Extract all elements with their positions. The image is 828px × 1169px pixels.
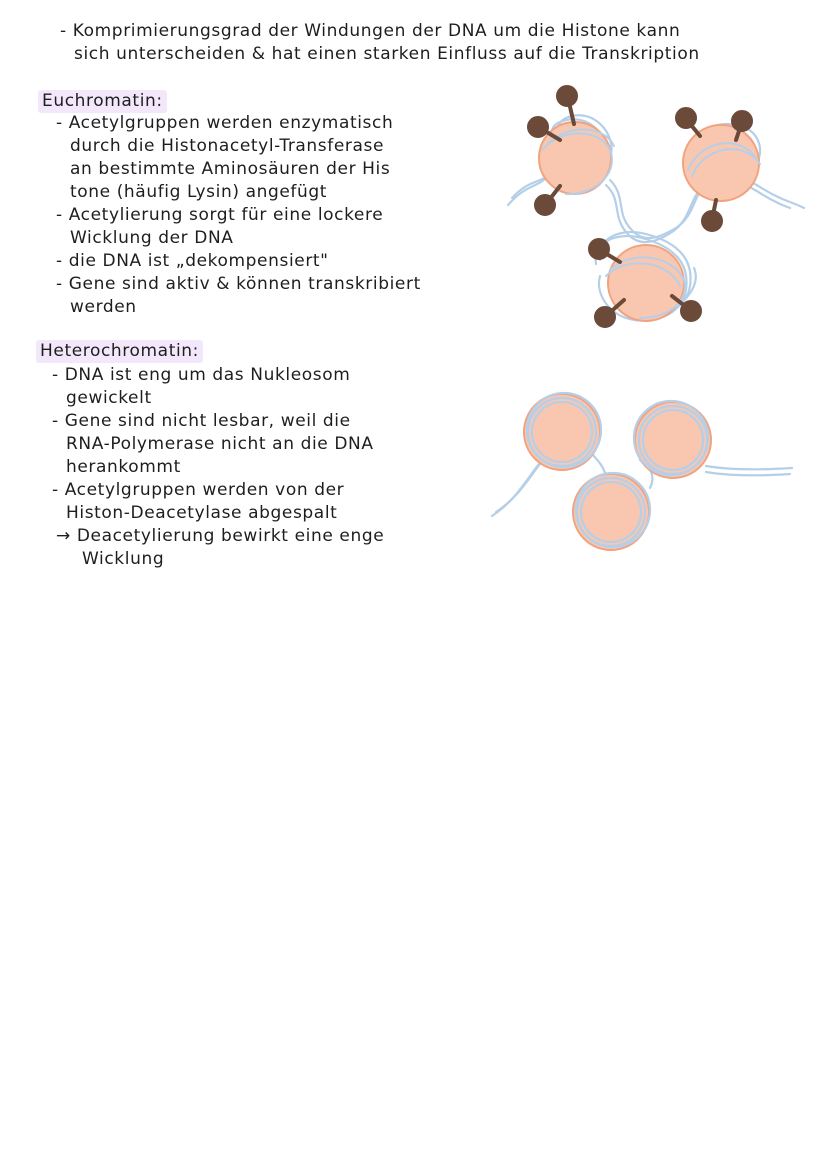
heterochromatin-line: - DNA ist eng um das Nukleosom <box>52 365 351 385</box>
heterochromatin-line: - Gene sind nicht lesbar, weil die <box>52 411 351 431</box>
dna-strand <box>706 466 792 469</box>
euchromatin-line: - die DNA ist „dekompensiert" <box>56 251 329 271</box>
euchromatin-line: an bestimmte Aminosäuren der His <box>70 159 391 179</box>
intro-line-2: sich unterscheiden & hat einen starken Einfluss auf die Transkription <box>74 44 700 64</box>
euchromatin-line: Wicklung der DNA <box>70 228 234 248</box>
intro-line-1: - Komprimierungsgrad der Windungen der DNA um die Histone kann <box>60 21 681 41</box>
euchromatin-line: werden <box>70 297 137 317</box>
euchromatin-line: - Acetylierung sorgt für eine lockere <box>56 205 384 225</box>
euchromatin-heading: Euchromatin: <box>38 90 167 113</box>
euchromatin-line: durch die Histonacetyl-Transferase <box>70 136 385 156</box>
heterochromatin-line: gewickelt <box>66 388 152 408</box>
heterochromatin-line: RNA-Polymerase nicht an die DNA <box>66 434 374 454</box>
heterochromatin-line: Wicklung <box>82 549 165 569</box>
heterochromatin-line: → Deacetylierung bewirkt eine enge <box>56 526 385 546</box>
dna-strand <box>706 472 790 475</box>
heterochromatin-line: Histon-Deacetylase abgespalt <box>66 503 338 523</box>
heterochromatin-line: herankommt <box>66 457 181 477</box>
heterochromatin-heading: Heterochromatin: <box>36 340 203 363</box>
euchromatin-line: tone (häufig Lysin) angefügt <box>70 182 328 202</box>
euchromatin-line: - Acetylgruppen werden enzymatisch <box>56 113 394 133</box>
euchromatin-line: - Gene sind aktiv & können transkribiert <box>56 274 421 294</box>
heterochromatin-line: - Acetylgruppen werden von der <box>52 480 345 500</box>
